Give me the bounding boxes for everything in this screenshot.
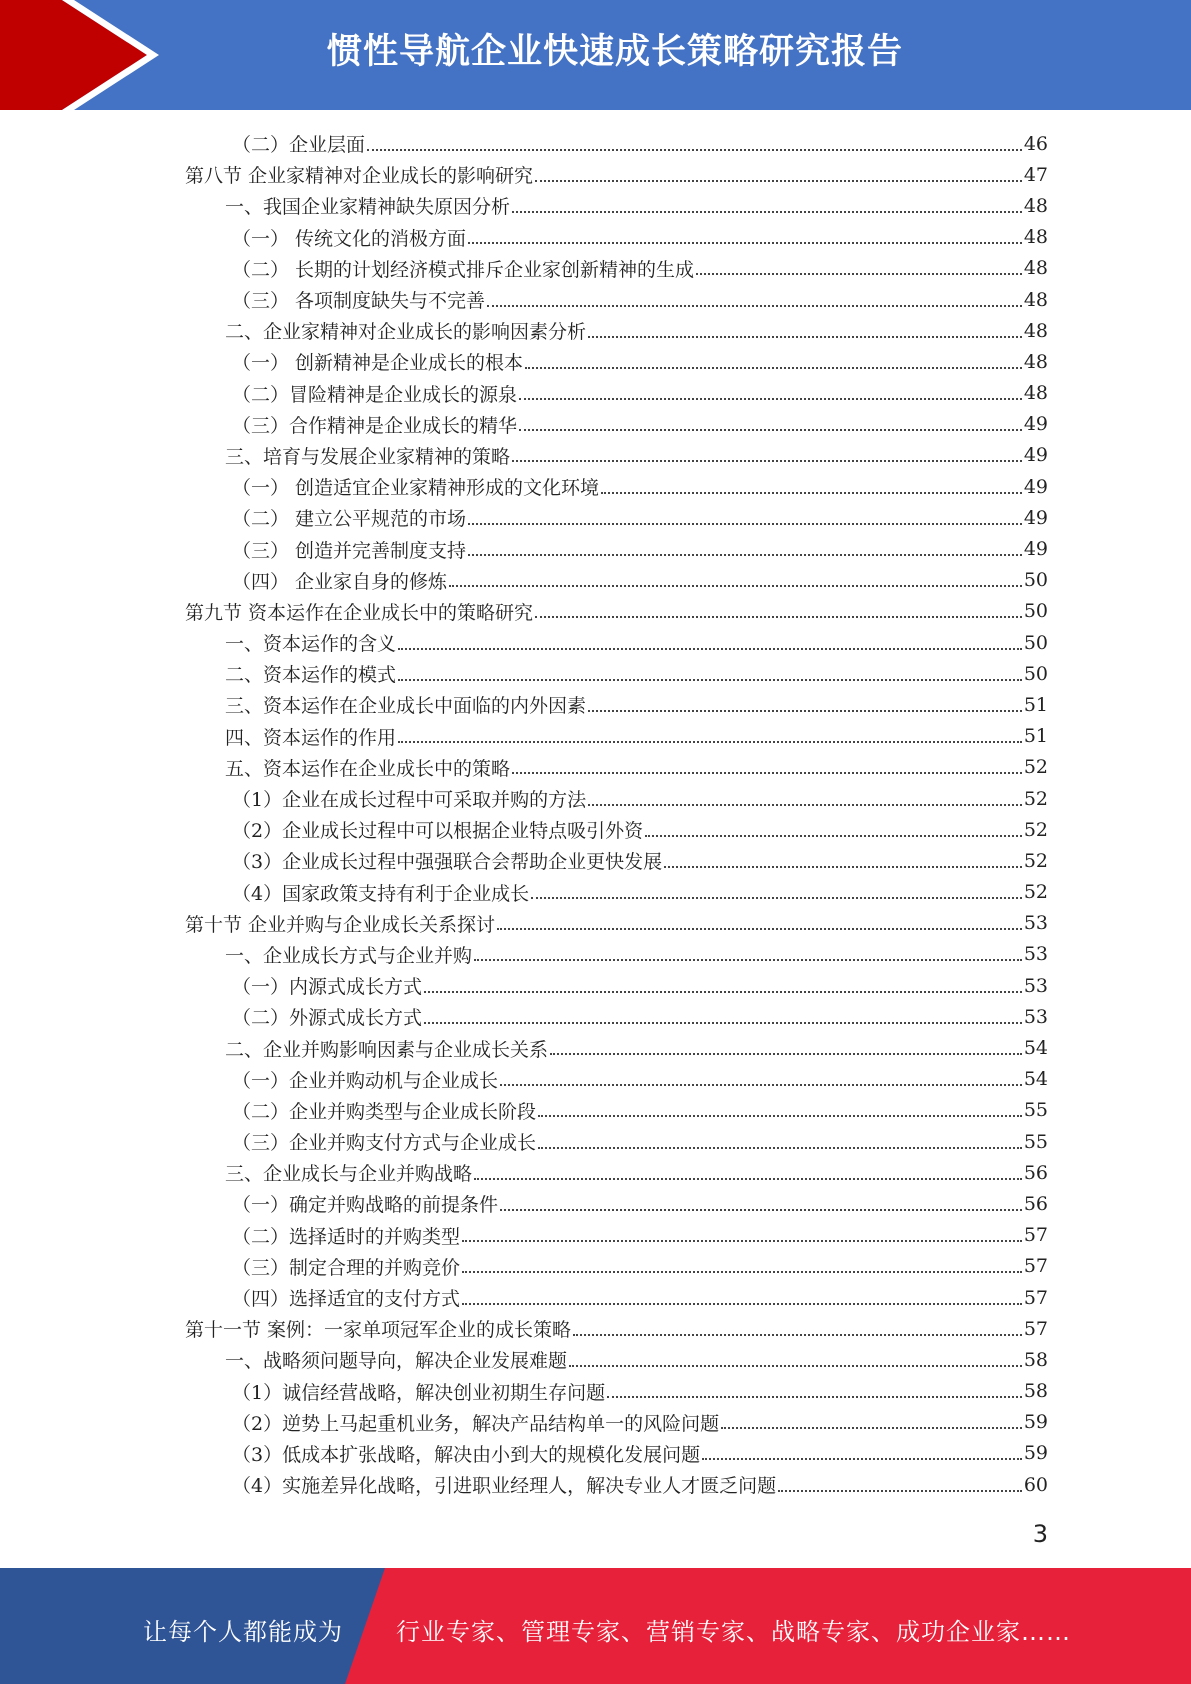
toc-entry-page: 58 — [1023, 1380, 1048, 1403]
toc-entry-label: （4）实施差异化战略，引进职业经理人，解决专业人才匮乏问题 — [232, 1475, 777, 1498]
toc-entry[interactable] — [0, 1001, 1191, 1032]
toc-entry[interactable] — [0, 658, 1191, 689]
toc-dot-leader — [607, 1396, 1022, 1398]
toc-entry[interactable] — [0, 939, 1191, 970]
toc-entry[interactable] — [0, 1251, 1191, 1282]
toc-entry-page: 51 — [1023, 693, 1048, 716]
toc-dot-leader — [474, 959, 1022, 961]
toc-dot-leader — [468, 554, 1022, 556]
toc-entry-page: 51 — [1023, 725, 1048, 748]
toc-entry-label: 四、资本运作的作用 — [225, 726, 397, 749]
toc-dot-leader — [462, 1271, 1022, 1273]
toc-entry[interactable] — [0, 845, 1191, 876]
toc-entry-label: （三）企业并购支付方式与企业成长 — [232, 1132, 537, 1155]
toc-entry-page: 50 — [1023, 569, 1048, 592]
toc-entry-page: 57 — [1023, 1317, 1048, 1340]
toc-entry-page: 50 — [1023, 631, 1048, 654]
toc-entry-page: 57 — [1023, 1286, 1048, 1309]
toc-dot-leader — [512, 772, 1022, 774]
toc-entry[interactable] — [0, 1344, 1191, 1375]
toc-entry-page: 57 — [1023, 1255, 1048, 1278]
toc-dot-leader — [538, 1147, 1022, 1149]
toc-entry-page: 48 — [1023, 288, 1048, 311]
footer-slogan-left: 让每个人都能成为 — [143, 1618, 343, 1646]
toc-dot-leader — [512, 460, 1022, 462]
toc-dot-leader — [778, 1490, 1022, 1492]
toc-dot-leader — [535, 180, 1022, 182]
toc-entry[interactable] — [0, 222, 1191, 253]
footer-band — [0, 1568, 1191, 1684]
toc-entry-page: 55 — [1023, 1099, 1048, 1122]
toc-entry-label: （一） 创新精神是企业成长的根本 — [232, 352, 524, 375]
toc-dot-leader — [462, 1303, 1022, 1305]
toc-dot-leader — [538, 1115, 1022, 1117]
toc-entry-label: 三、培育与发展企业家精神的策略 — [225, 445, 511, 468]
toc-entry[interactable] — [0, 1313, 1191, 1344]
toc-entry-label: （二）企业层面 — [232, 134, 366, 157]
toc-entry-page: 55 — [1023, 1130, 1048, 1153]
toc-dot-leader — [500, 1209, 1022, 1211]
toc-entry-label: 第十节 企业并购与企业成长关系探讨 — [185, 913, 496, 936]
toc-entry-label: 第十一节 案例：一家单项冠军企业的成长策略 — [185, 1319, 572, 1342]
toc-entry[interactable] — [0, 814, 1191, 845]
toc-entry[interactable] — [0, 471, 1191, 502]
toc-entry[interactable] — [0, 409, 1191, 440]
toc-dot-leader — [424, 1022, 1022, 1024]
toc-entry-label: （二）企业并购类型与企业成长阶段 — [232, 1100, 537, 1123]
header-arrow-icon — [0, 0, 160, 110]
toc-entry-label: 二、企业家精神对企业成长的影响因素分析 — [225, 321, 587, 344]
toc-entry-page: 54 — [1023, 1037, 1048, 1060]
toc-entry-label: 三、企业成长与企业并购战略 — [225, 1163, 473, 1186]
toc-entry-page: 50 — [1023, 600, 1048, 623]
toc-entry[interactable] — [0, 752, 1191, 783]
toc-dot-leader — [398, 741, 1022, 743]
toc-dot-leader — [645, 835, 1022, 837]
toc-entry-label: （二）外源式成长方式 — [232, 1007, 423, 1030]
toc-entry-label: （一）确定并购战略的前提条件 — [232, 1194, 499, 1217]
toc-entry[interactable] — [0, 1064, 1191, 1095]
toc-entry-page: 57 — [1023, 1224, 1048, 1247]
toc-dot-leader — [535, 616, 1022, 618]
toc-entry-label: （一）企业并购动机与企业成长 — [232, 1069, 499, 1092]
toc-entry-label: （1）诚信经营战略，解决创业初期生存问题 — [232, 1381, 606, 1404]
footer-slogan-right: 行业专家、管理专家、营销专家、战略专家、成功企业家…… — [396, 1618, 1071, 1646]
toc-dot-leader — [588, 336, 1022, 338]
toc-entry-page: 53 — [1023, 974, 1048, 997]
document-title: 惯性导航企业快速成长策略研究报告 — [326, 32, 903, 72]
toc-entry[interactable] — [0, 502, 1191, 533]
toc-entry[interactable] — [0, 1095, 1191, 1126]
toc-entry-page: 49 — [1023, 538, 1048, 561]
toc-entry-page: 52 — [1023, 756, 1048, 779]
toc-dot-leader — [468, 523, 1022, 525]
toc-entry-label: （三） 各项制度缺失与不完善 — [232, 290, 486, 313]
toc-dot-leader — [398, 679, 1022, 681]
header-band — [0, 0, 1191, 110]
toc-entry-label: （四） 企业家自身的修炼 — [232, 570, 448, 593]
toc-entry-page: 60 — [1023, 1473, 1048, 1496]
toc-entry-page: 48 — [1023, 319, 1048, 342]
toc-entry[interactable] — [0, 159, 1191, 190]
toc-dot-leader — [367, 149, 1022, 151]
toc-dot-leader — [601, 492, 1022, 494]
toc-dot-leader — [474, 1178, 1022, 1180]
toc-entry[interactable] — [0, 721, 1191, 752]
toc-dot-leader — [525, 367, 1022, 369]
toc-entry-page: 49 — [1023, 475, 1048, 498]
toc-entry[interactable] — [0, 1407, 1191, 1438]
toc-dot-leader — [449, 585, 1022, 587]
toc-entry-page: 53 — [1023, 943, 1048, 966]
toc-entry-label: （二）选择适时的并购类型 — [232, 1225, 461, 1248]
toc-entry-page: 49 — [1023, 506, 1048, 529]
toc-dot-leader — [702, 1458, 1022, 1460]
toc-entry-page: 49 — [1023, 413, 1048, 436]
toc-entry-label: 一、战略须问题导向，解决企业发展难题 — [225, 1350, 568, 1373]
toc-entry-page: 53 — [1023, 912, 1048, 935]
toc-entry-label: 二、资本运作的模式 — [225, 664, 397, 687]
toc-dot-leader — [696, 273, 1022, 275]
toc-entry-label: （二） 建立公平规范的市场 — [232, 508, 467, 531]
toc-dot-leader — [512, 211, 1022, 213]
toc-entry-page: 50 — [1023, 662, 1048, 685]
toc-entry-label: （二） 长期的计划经济模式排斥企业家创新精神的生成 — [232, 258, 695, 281]
toc-entry[interactable] — [0, 1188, 1191, 1219]
toc-entry-label: （2）企业成长过程中可以根据企业特点吸引外资 — [232, 820, 644, 843]
toc-entry[interactable] — [0, 1376, 1191, 1407]
toc-entry-page: 49 — [1023, 444, 1048, 467]
toc-entry-label: （三）制定合理的并购竞价 — [232, 1256, 461, 1279]
toc-entry[interactable] — [0, 315, 1191, 346]
toc-entry-page: 53 — [1023, 1005, 1048, 1028]
toc-dot-leader — [588, 804, 1022, 806]
toc-entry[interactable] — [0, 1157, 1191, 1188]
toc-dot-leader — [569, 1365, 1022, 1367]
toc-entry[interactable] — [0, 627, 1191, 658]
toc-entry-page: 47 — [1023, 163, 1048, 186]
toc-entry-page: 48 — [1023, 382, 1048, 405]
toc-entry-page: 52 — [1023, 849, 1048, 872]
toc-dot-leader — [550, 1053, 1022, 1055]
toc-entry-page: 56 — [1023, 1192, 1048, 1215]
toc-entry-label: （四）选择适宜的支付方式 — [232, 1288, 461, 1311]
toc-entry[interactable] — [0, 689, 1191, 720]
toc-entry[interactable] — [0, 877, 1191, 908]
toc-entry-page: 59 — [1023, 1442, 1048, 1465]
toc-entry-label: （一）内源式成长方式 — [232, 976, 423, 999]
toc-entry-label: 三、资本运作在企业成长中面临的内外因素 — [225, 695, 587, 718]
toc-entry-page: 52 — [1023, 787, 1048, 810]
toc-entry-label: （三）合作精神是企业成长的精华 — [232, 414, 518, 437]
toc-dot-leader — [519, 398, 1022, 400]
toc-entry[interactable] — [0, 565, 1191, 596]
toc-entry-label: （二）冒险精神是企业成长的源泉 — [232, 383, 518, 406]
toc-entry[interactable] — [0, 253, 1191, 284]
toc-entry[interactable] — [0, 190, 1191, 221]
toc-dot-leader — [398, 648, 1022, 650]
toc-entry[interactable] — [0, 533, 1191, 564]
toc-entry-label: （一） 传统文化的消极方面 — [232, 227, 467, 250]
toc-dot-leader — [531, 897, 1022, 899]
toc-dot-leader — [573, 1334, 1022, 1336]
toc-entry[interactable] — [0, 378, 1191, 409]
toc-entry-label: （3）低成本扩张战略，解决由小到大的规模化发展问题 — [232, 1443, 701, 1466]
toc-entry-label: 二、企业并购影响因素与企业成长关系 — [225, 1038, 549, 1061]
toc-dot-leader — [462, 1240, 1022, 1242]
toc-entry-page: 59 — [1023, 1411, 1048, 1434]
toc-dot-leader — [487, 305, 1022, 307]
toc-dot-leader — [588, 710, 1022, 712]
toc-entry-label: 第八节 企业家精神对企业成长的影响研究 — [185, 165, 534, 188]
toc-entry-label: 一、我国企业家精神缺失原因分析 — [225, 196, 511, 219]
table-of-contents — [0, 128, 1191, 1500]
toc-entry[interactable] — [0, 1220, 1191, 1251]
toc-dot-leader — [721, 1427, 1022, 1429]
toc-dot-leader — [468, 242, 1022, 244]
toc-entry[interactable] — [0, 284, 1191, 315]
toc-entry-page: 48 — [1023, 226, 1048, 249]
toc-entry-page: 56 — [1023, 1161, 1048, 1184]
toc-entry[interactable] — [0, 783, 1191, 814]
toc-entry-label: （2）逆势上马起重机业务，解决产品结构单一的风险问题 — [232, 1412, 720, 1435]
toc-entry[interactable] — [0, 970, 1191, 1001]
toc-dot-leader — [424, 991, 1022, 993]
toc-entry-label: 一、企业成长方式与企业并购 — [225, 944, 473, 967]
toc-entry[interactable] — [0, 1126, 1191, 1157]
toc-entry-label: （4）国家政策支持有利于企业成长 — [232, 882, 530, 905]
toc-entry-page: 58 — [1023, 1348, 1048, 1371]
toc-entry-page: 46 — [1023, 132, 1048, 155]
toc-entry[interactable] — [0, 1282, 1191, 1313]
toc-entry-page: 48 — [1023, 257, 1048, 280]
toc-dot-leader — [519, 429, 1022, 431]
page-number: 3 — [1032, 1520, 1048, 1548]
toc-entry-label: 五、资本运作在企业成长中的策略 — [225, 757, 511, 780]
toc-entry-label: （1）企业在成长过程中可采取并购的方法 — [232, 789, 587, 812]
toc-entry-page: 48 — [1023, 194, 1048, 217]
toc-entry[interactable] — [0, 1032, 1191, 1063]
toc-dot-leader — [497, 928, 1022, 930]
toc-entry-page: 52 — [1023, 881, 1048, 904]
toc-entry-label: 一、资本运作的含义 — [225, 633, 397, 656]
toc-entry-label: 第九节 资本运作在企业成长中的策略研究 — [185, 601, 534, 624]
toc-dot-leader — [664, 866, 1022, 868]
toc-entry[interactable] — [0, 596, 1191, 627]
toc-dot-leader — [500, 1084, 1022, 1086]
toc-entry[interactable] — [0, 1469, 1191, 1500]
toc-entry[interactable] — [0, 128, 1191, 159]
toc-entry-label: （3）企业成长过程中强强联合会帮助企业更快发展 — [232, 851, 663, 874]
toc-entry[interactable] — [0, 440, 1191, 471]
toc-entry-page: 54 — [1023, 1068, 1048, 1091]
toc-entry-label: （一） 创造适宜企业家精神形成的文化环境 — [232, 477, 600, 500]
toc-entry[interactable] — [0, 346, 1191, 377]
toc-entry-page: 52 — [1023, 818, 1048, 841]
toc-entry[interactable] — [0, 908, 1191, 939]
toc-entry[interactable] — [0, 1438, 1191, 1469]
toc-entry-label: （三） 创造并完善制度支持 — [232, 539, 467, 562]
toc-entry-page: 48 — [1023, 350, 1048, 373]
